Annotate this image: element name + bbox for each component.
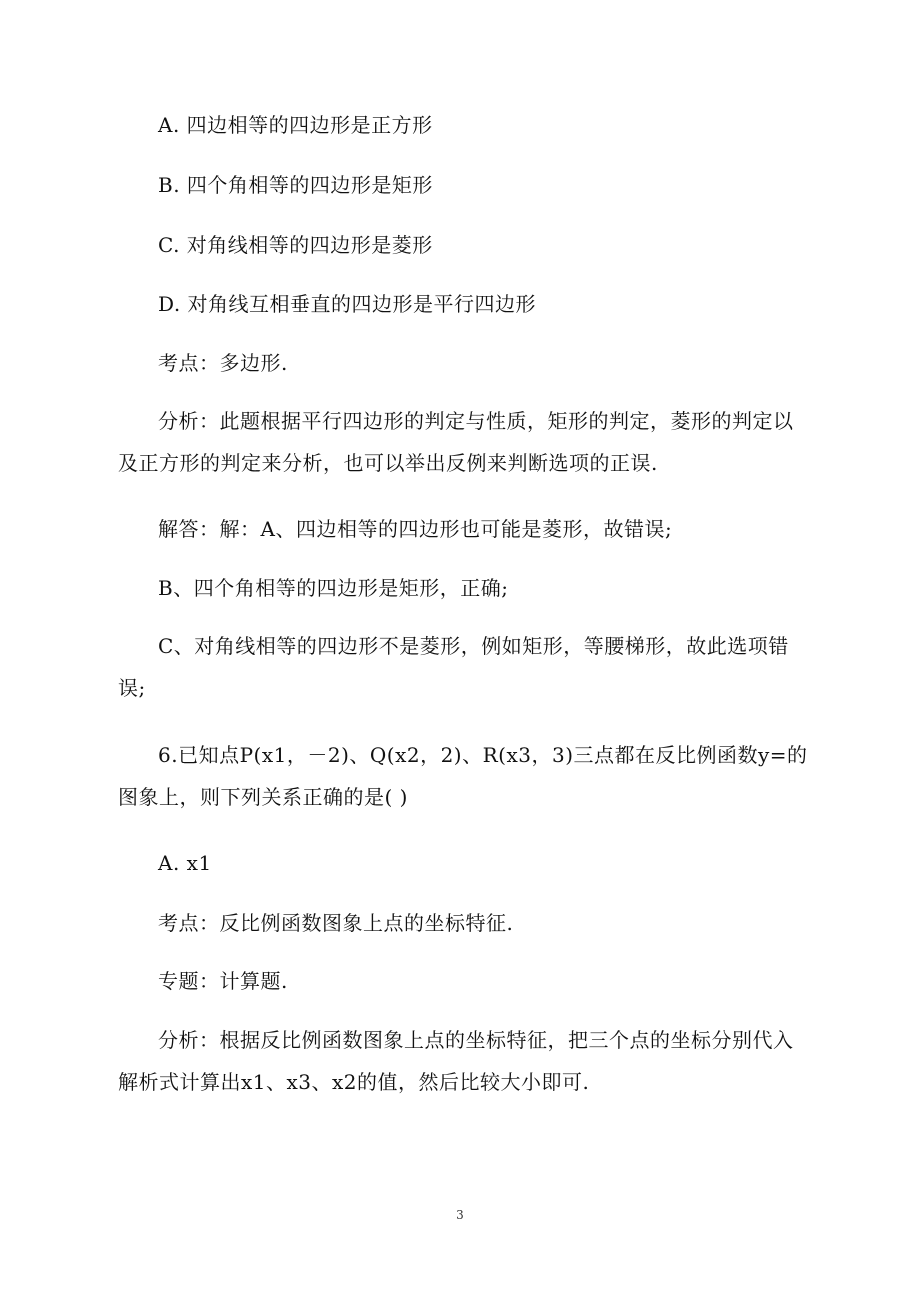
q5-jieda-b: B、四个角相等的四边形是矩形，正确;	[158, 576, 509, 600]
q5-jieda-a: 解答：解：A、四边相等的四边形也可能是菱形，故错误;	[158, 517, 673, 541]
q5-jieda-c: C、对角线相等的四边形不是菱形，例如矩形，等腰梯形，故此选项错误;	[118, 634, 789, 700]
q6-zhuanti: 专题：计算题.	[158, 969, 288, 993]
q6-option-a: A. x1	[158, 851, 212, 875]
q6-stem: 6.已知点P(x1，－2)、Q(x2，2)、R(x3，3)三点都在反比例函数y=的图象上，则下列关系正确的是( )	[118, 743, 808, 809]
q6-fenxi: 分析：根据反比例函数图象上点的坐标特征，把三个点的坐标分别代入解析式计算出x1、x3、x2的值，然后比较大小即可.	[118, 1028, 794, 1094]
q5-option-a: A. 四边相等的四边形是正方形	[158, 113, 433, 137]
page-number: 3	[456, 1208, 464, 1222]
q5-option-b: B. 四个角相等的四边形是矩形	[158, 173, 433, 197]
q5-fenxi: 分析：此题根据平行四边形的判定与性质，矩形的判定，菱形的判定以及正方形的判定来分析，也可以举出反例来判断选项的正误.	[118, 409, 794, 475]
q5-option-d: D. 对角线互相垂直的四边形是平行四边形	[158, 292, 537, 316]
q5-option-c: C. 对角线相等的四边形是菱形	[158, 233, 433, 257]
q6-kaodian: 考点：反比例函数图象上点的坐标特征.	[158, 911, 514, 935]
q5-kaodian: 考点：多边形.	[158, 351, 288, 375]
